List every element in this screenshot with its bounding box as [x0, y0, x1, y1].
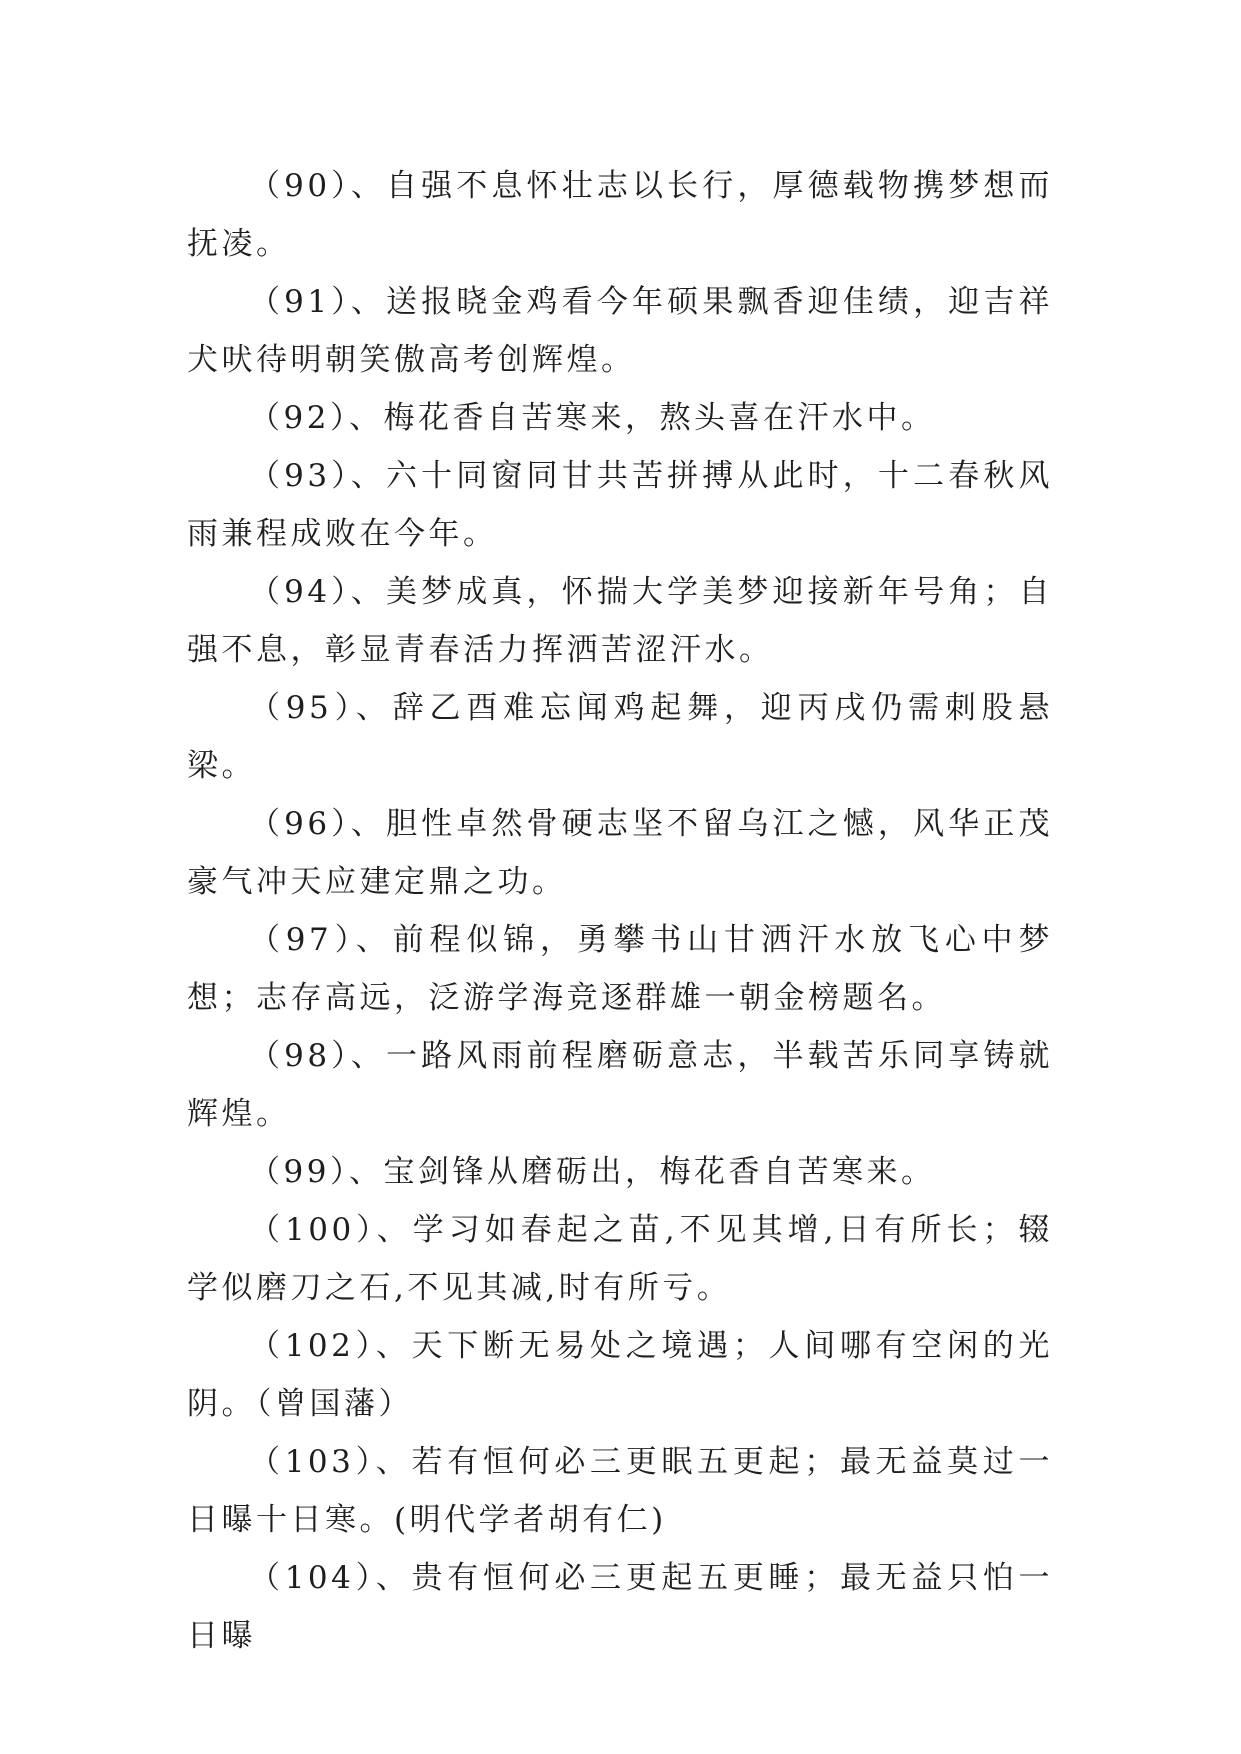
paragraph-102: （102）、天下断无易处之境遇；人间哪有空闲的光阴。（曾国藩） [187, 1328, 1053, 1422]
paragraph-97: （97）、前程似锦，勇攀书山甘洒汗水放飞心中梦想；志存高远，泛游学海竞逐群雄一朝金榜题名。 [187, 922, 1053, 1016]
paragraph-100: （100）、学习如春起之苗,不见其增,日有所长；辍学似磨刀之石,不见其减,时有所亏。 [187, 1212, 1053, 1306]
paragraph-99: （99）、宝剑锋从磨砺出，梅花香自苦寒来。 [249, 1154, 936, 1190]
paragraph-90: （90）、自强不息怀壮志以长行，厚德载物携梦想而抚凌。 [187, 168, 1053, 262]
paragraph-104: （104）、贵有恒何必三更起五更睡；最无益只怕一日曝 [187, 1560, 1053, 1654]
paragraph-93: （93）、六十同窗同甘共苦拼搏从此时，十二春秋风雨兼程成败在今年。 [187, 458, 1053, 552]
paragraph-94: （94）、美梦成真，怀揣大学美梦迎接新年号角；自强不息，彰显青春活力挥洒苦涩汗水。 [187, 574, 1053, 668]
paragraph-95: （95）、辞乙酉难忘闻鸡起舞，迎丙戌仍需刺股悬梁。 [187, 690, 1053, 784]
paragraph-92: （92）、梅花香自苦寒来，熬头喜在汗水中。 [249, 400, 936, 436]
document-body [187, 157, 1053, 1665]
paragraph-96: （96）、胆性卓然骨硬志坚不留乌江之憾，风华正茂豪气冲天应建定鼎之功。 [187, 806, 1053, 900]
paragraph-91: （91）、送报晓金鸡看今年硕果飘香迎佳绩，迎吉祥犬吠待明朝笑傲高考创辉煌。 [187, 284, 1053, 378]
paragraph-98: （98）、一路风雨前程磨砺意志，半载苦乐同享铸就辉煌。 [187, 1038, 1053, 1132]
paragraph-103: （103）、若有恒何必三更眠五更起；最无益莫过一日曝十日寒。(明代学者胡有仁) [187, 1444, 1053, 1538]
